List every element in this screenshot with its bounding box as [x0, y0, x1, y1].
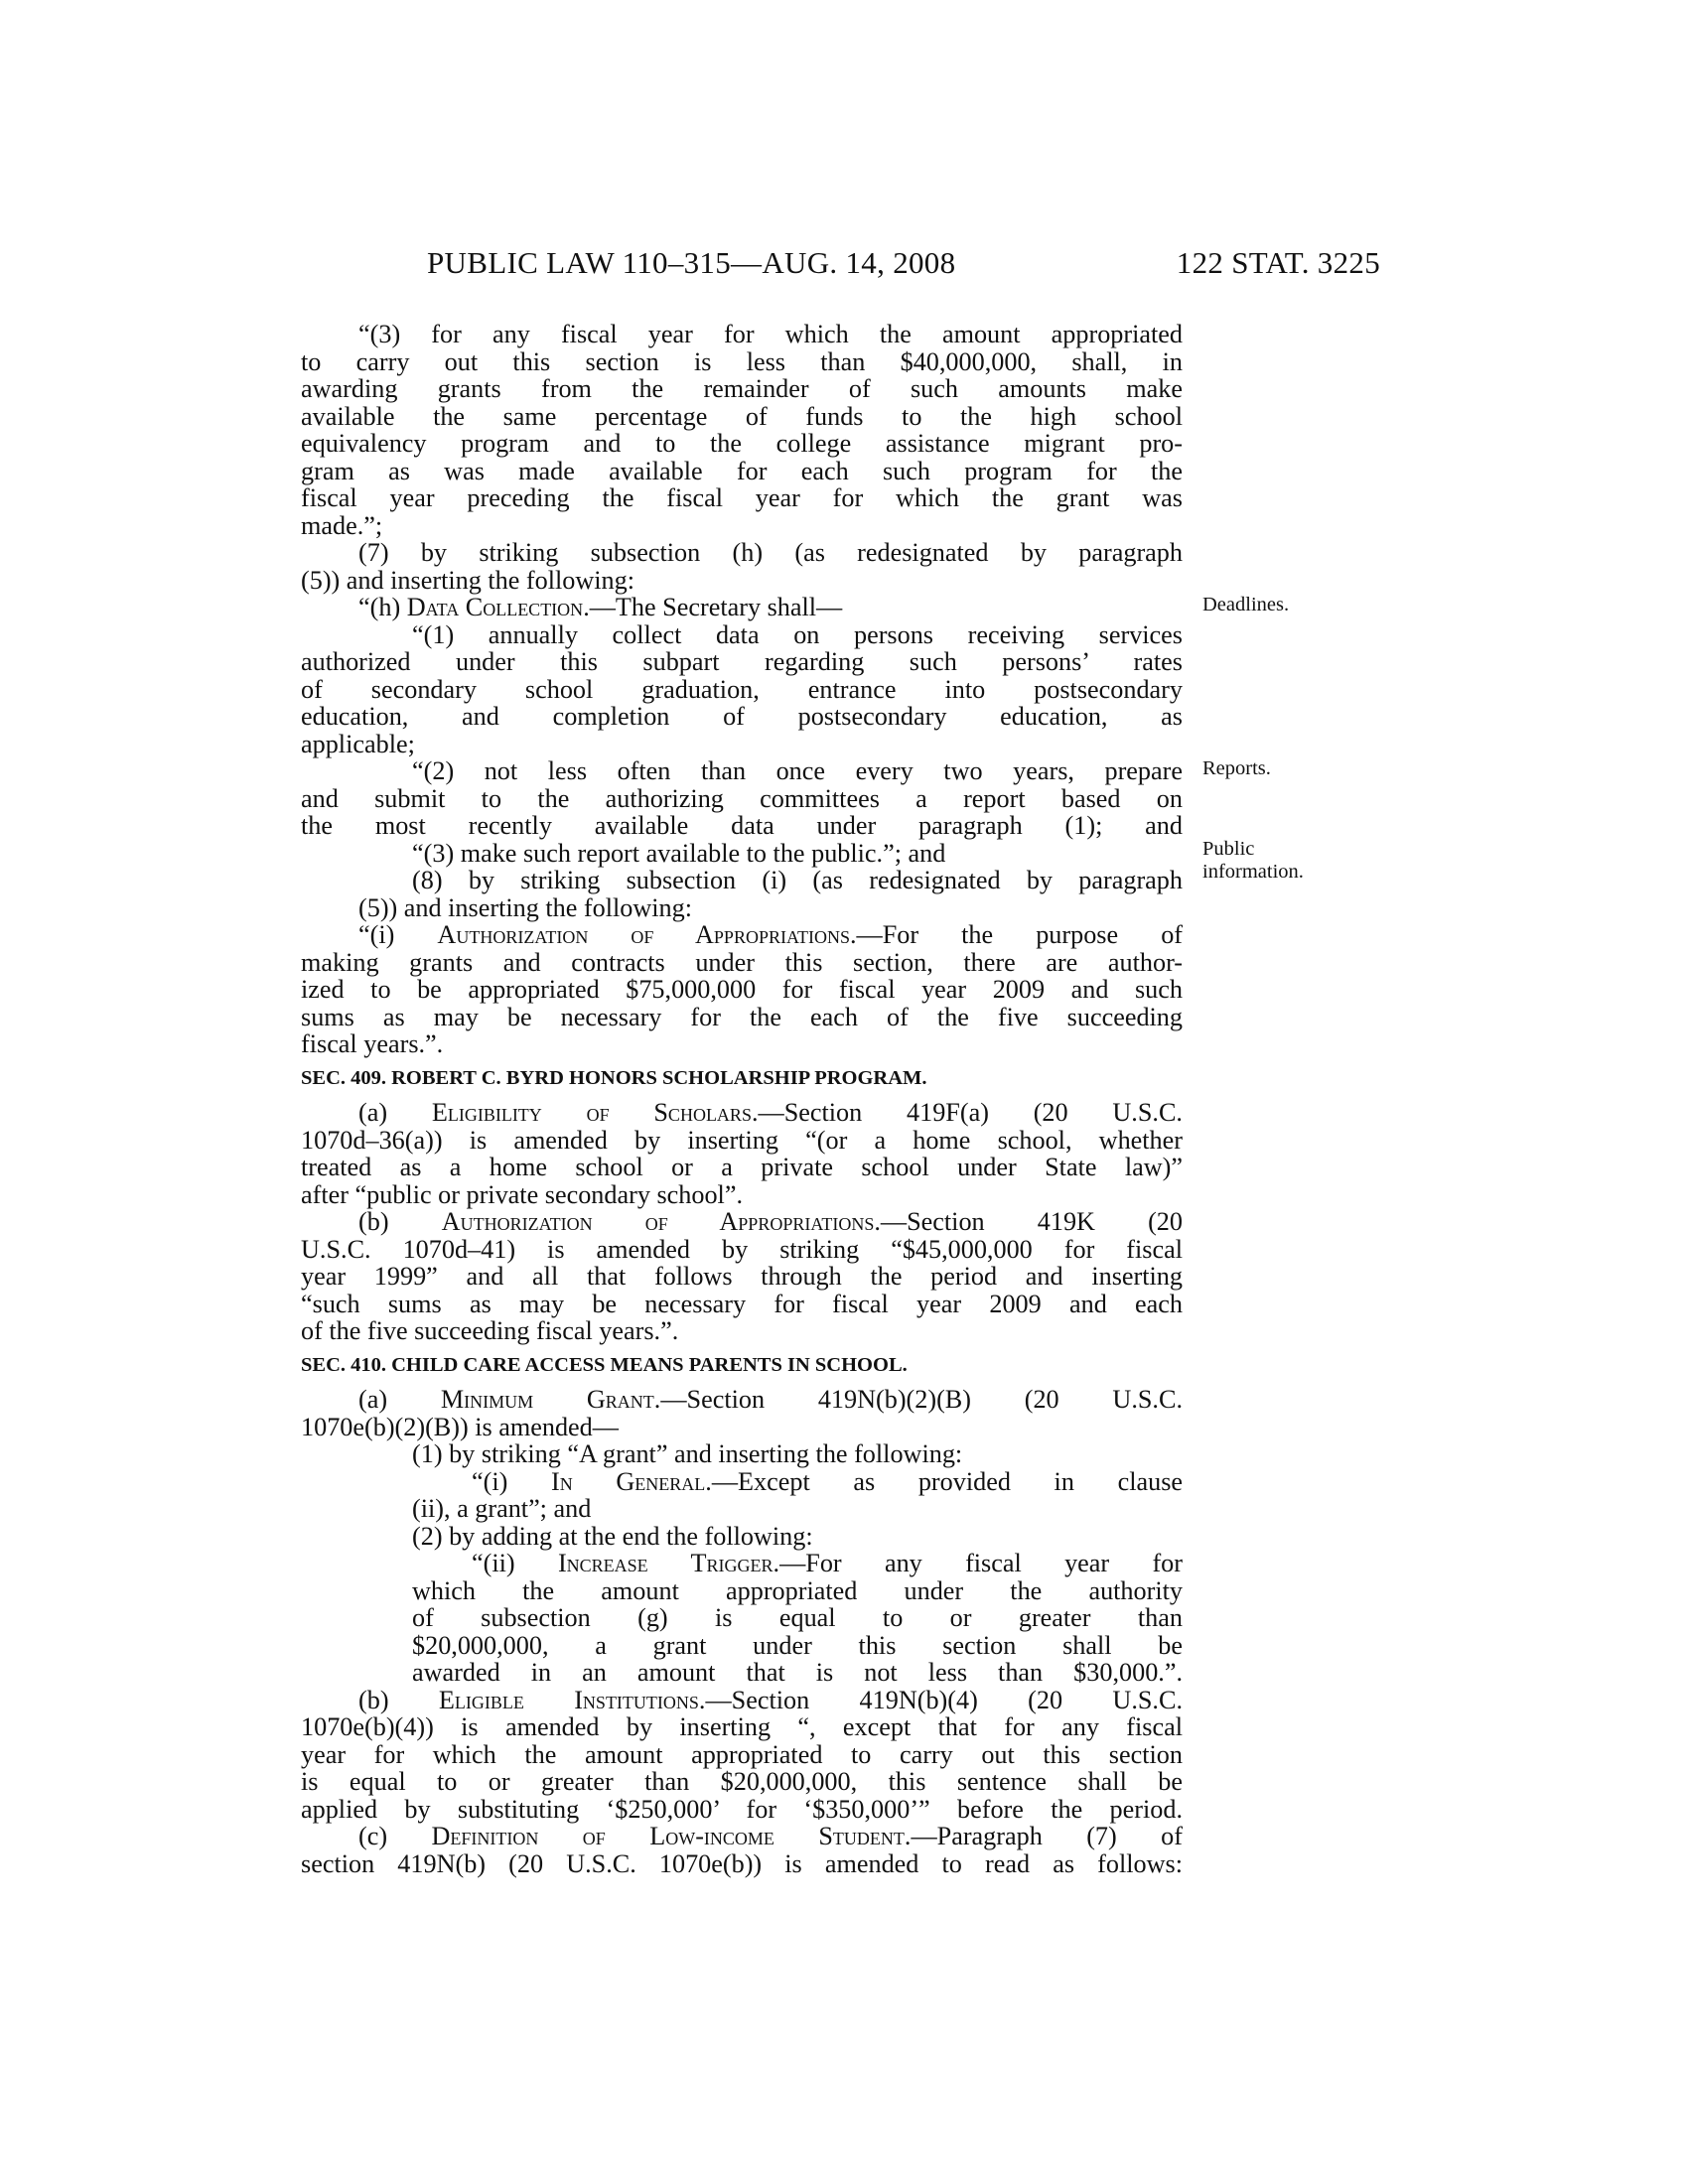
text-line: section 419N(b) (20 U.S.C. 1070e(b)) is amended to read as follows: [301, 1848, 1183, 1878]
text-line: (1) by striking “A grant” and inserting the following: [412, 1439, 963, 1468]
text-line: available the same percentage of funds to the high school [301, 401, 1183, 431]
text-line: “(i) Authorization of Appropriations.—For the purpose of [358, 920, 1184, 949]
text-line: “(h) Data Collection.—The Secretary shall— [358, 593, 843, 621]
text-line: equivalency program and to the college assistance migrant pro- [301, 429, 1183, 458]
body-text-column [301, 321, 1183, 1877]
text-line: is equal to or greater than $20,000,000, this sentence shall be [301, 1767, 1183, 1796]
text-line: the most recently available data under paragraph (1); and [301, 811, 1183, 840]
text-line: and submit to the authorizing committees a report based on [301, 783, 1183, 813]
text-line: “(3) for any fiscal year for which the amount appropriated [358, 320, 1183, 348]
text-line: “such sums as may be necessary for fiscal year 2009 and each [301, 1289, 1183, 1318]
small-caps-heading: Eligible Institutions [438, 1685, 699, 1714]
text-line: 1070e(b)(2)(B)) is amended— [301, 1412, 619, 1441]
text-line: applicable; [301, 729, 415, 758]
small-caps-heading: Authorization of Appropriations [437, 920, 850, 949]
small-caps-heading: Minimum Grant [440, 1385, 654, 1414]
small-caps-heading: Eligibility of Scholars [431, 1098, 752, 1127]
small-caps-heading: Increase Trigger [557, 1549, 774, 1577]
section-heading: SEC. 409. ROBERT C. BYRD HONORS SCHOLARSHIP PROGRAM. [301, 1066, 927, 1089]
text-line: (2) by adding at the end the following: [412, 1521, 813, 1551]
text-line: of subsection (g) is equal to or greater than [412, 1603, 1183, 1632]
text-line: (c) Definition of Low-income Student.—Paragraph (7) of [358, 1822, 1183, 1850]
text-line: of secondary school graduation, entrance into postsecondary [301, 674, 1183, 704]
small-caps-heading: In General [551, 1466, 706, 1496]
page-header [298, 245, 1380, 285]
text-line: (b) Authorization of Appropriations.—Section 419K (20 [358, 1207, 1183, 1236]
text-line: of the five succeeding fiscal years.”. [301, 1316, 679, 1345]
text-line: applied by substituting ‘$250,000’ for ‘$350,000’” before the period. [301, 1794, 1183, 1824]
small-caps-heading: Authorization of Appropriations [441, 1207, 875, 1236]
text-line: (5)) and inserting the following: [301, 565, 635, 595]
text-line: made.”; [301, 510, 383, 540]
text-line: which the amount appropriated under the authority [412, 1575, 1183, 1605]
text-line: year for which the amount appropriated to carry out this section [301, 1739, 1183, 1769]
text-line: to carry out this section is less than $40,000,000, shall, in [301, 346, 1183, 376]
text-line: 1070e(b)(4)) is amended by inserting “, except that for any fiscal [301, 1712, 1183, 1741]
text-line: ized to be appropriated $75,000,000 for fiscal year 2009 and such [301, 975, 1183, 1004]
text-line: gram as was made available for each such program for the [301, 456, 1183, 485]
statute-page-number: 122 STAT. 3225 [1176, 245, 1380, 280]
text-line: U.S.C. 1070d–41) is amended by striking “$45,000,000 for fiscal [301, 1234, 1183, 1264]
text-line: (a) Minimum Grant.—Section 419N(b)(2)(B) (20 U.S.C. [358, 1385, 1183, 1414]
text-line: “(i) In General.—Except as provided in clause [472, 1466, 1184, 1496]
text-line: year 1999” and all that follows through the period and inserting [301, 1262, 1183, 1291]
margin-note-deadlines: Deadlines. [1202, 594, 1290, 615]
text-line: (ii), a grant”; and [412, 1494, 592, 1523]
small-caps-heading: Definition of Low-income Student [431, 1822, 905, 1850]
text-line: (5)) and inserting the following: [358, 892, 693, 922]
small-caps-heading: Data Collection [406, 593, 584, 621]
text-line: making grants and contracts under this section, there are author- [301, 947, 1183, 977]
section-heading: SEC. 410. CHILD CARE ACCESS MEANS PARENTS IN SCHOOL. [301, 1353, 908, 1376]
text-line: (b) Eligible Institutions.—Section 419N(b)(4) (20 U.S.C. [358, 1685, 1183, 1714]
text-line: “(3) make such report available to the public.”; and [412, 838, 946, 868]
text-line: (a) Eligibility of Scholars.—Section 419F(a) (20 U.S.C. [358, 1098, 1183, 1127]
text-line: 1070d–36(a)) is amended by inserting “(or a home school, whether [301, 1125, 1183, 1155]
text-line: treated as a home school or a private school under State law)” [301, 1153, 1183, 1181]
margin-note-information: information. [1202, 861, 1304, 883]
text-line: “(ii) Increase Trigger.—For any fiscal year for [472, 1549, 1183, 1577]
running-title: PUBLIC LAW 110–315—AUG. 14, 2008 [427, 245, 956, 280]
text-line: (8) by striking subsection (i) (as redesignated by paragraph [412, 866, 1183, 894]
text-line: awarding grants from the remainder of such amounts make [301, 374, 1183, 403]
text-line: fiscal years.”. [301, 1029, 444, 1058]
text-line: education, and completion of postsecondary education, as [301, 702, 1183, 731]
text-line: awarded in an amount that is not less than $30,000.”. [412, 1658, 1183, 1687]
text-line: “(2) not less often than once every two years, prepare [412, 756, 1183, 785]
margin-note-public: Public [1202, 838, 1255, 860]
text-line: sums as may be necessary for the each of the five succeeding [301, 1002, 1183, 1031]
text-line: (7) by striking subsection (h) (as redesignated by paragraph [358, 538, 1183, 567]
text-line: “(1) annually collect data on persons receiving services [412, 619, 1183, 649]
text-line: $20,000,000, a grant under this section shall be [412, 1630, 1183, 1660]
margin-note-reports: Reports. [1202, 757, 1271, 779]
text-line: authorized under this subpart regarding such persons’ rates [301, 647, 1183, 676]
text-line: fiscal year preceding the fiscal year for which the grant was [301, 483, 1183, 512]
text-line: after “public or private secondary school”. [301, 1179, 743, 1209]
